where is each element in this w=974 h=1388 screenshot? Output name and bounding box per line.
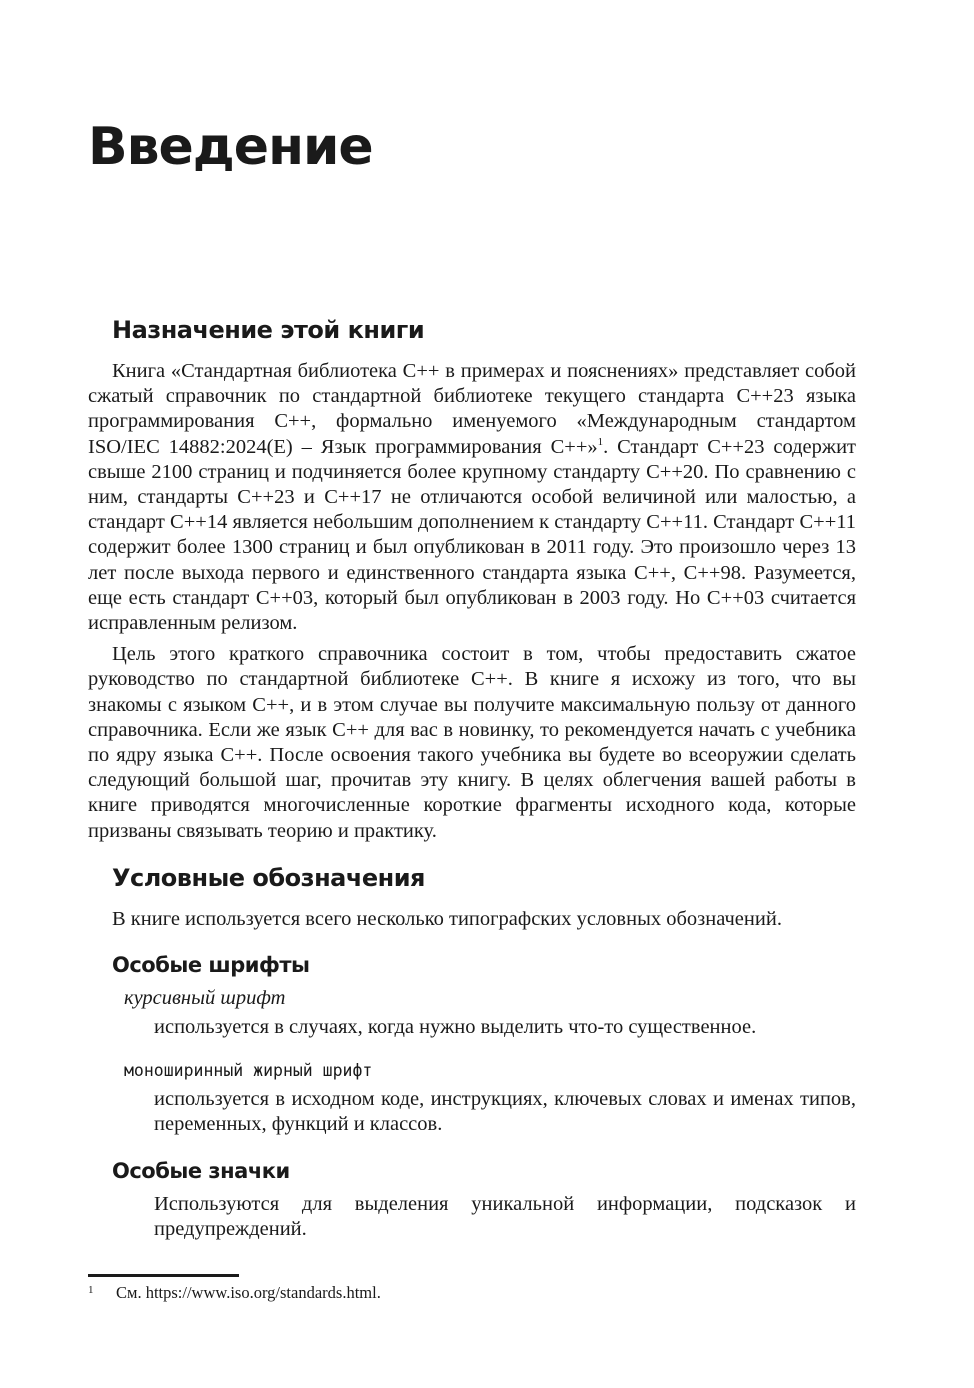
purpose-paragraph-1-text-b: . Стандарт C++23 содержит свыше 2100 страниц и подчиняется более крупному стандарту C++20. По сравнению с ним, стандарты C++23 и C++17 не отличаются особой величиной или малостью, а стандарт C++14 является небольшим дополнением к стандарту C++11. Стандарт C++11 содержит более 1300 страниц и был опубликован в 2011 году. Это произошло через 13 лет после выхода первого и единственного стандарта языка C++, C++98. Разумеется, еще есть стандарт C++03, который был опубликован в 2003 году. Но C++03 считается исправленным релизом. (88, 435, 857, 635)
footnote-separator (88, 1274, 239, 1277)
term-monospace-font: моноширинный жирный шрифт (124, 1061, 373, 1081)
footnote (88, 1282, 856, 1304)
footnote-reference[interactable]: 1 (597, 435, 604, 448)
subheading-icons: Особые значки (112, 1158, 290, 1183)
footnote-number: 1 (88, 1284, 94, 1296)
definition-icons: Используются для выделения уникальной информации, подсказок и предупреждений. (154, 1192, 856, 1240)
definition-italic-font: используется в случаях, когда нужно выделить что-то существенное. (154, 1016, 757, 1039)
term-italic-font: курсивный шрифт (124, 987, 286, 1010)
subheading-fonts: Особые шрифты (112, 953, 310, 978)
purpose-paragraph-1 (88, 359, 856, 636)
chapter-title: Введение (88, 117, 373, 177)
section-heading-purpose: Назначение этой книги (112, 316, 425, 344)
purpose-paragraph-2: Цель этого краткого справочника состоит в том, чтобы предоставить сжатое руководство по стандартной библиотеке C++. В книге я исхожу из того, что вы знакомы с языком C++, и в этом случае вы получите максимальную пользу от данного справочника. Если же язык C++ для вас в новинку, то рекомендуется начать с учебника по ядру языка C++. После освоения такого учебника вы будете во всеоружии сделать следующий большой шаг, прочитав эту книгу. В целях облегчения вашей работы в книге приводятся многочисленные короткие фрагменты исходного кода, которые призваны связывать теорию и практику. (88, 643, 856, 842)
footnote-text[interactable]: См. https://www.iso.org/standards.html. (116, 1283, 381, 1302)
purpose-paragraph-1-text-a: Книга «Стандартная библиотека C++ в примерах и пояснениях» представляет собой сжатый справочник по стандартной библиотеке текущего стандарта C++23 языка программирования C++, формально именуемого «Международным стандартом ISO/IEC 14882:2024(E) – Язык программирования C++» (88, 360, 856, 458)
definition-monospace-font: используется в исходном коде, инструкциях, ключевых словах и именах типов, переменных, функций и классов. (154, 1088, 856, 1136)
page-content (88, 314, 856, 1242)
conventions-intro: В книге используется всего несколько типографских условных обозначений. (112, 907, 782, 930)
section-heading-conventions: Условные обозначения (112, 863, 425, 892)
